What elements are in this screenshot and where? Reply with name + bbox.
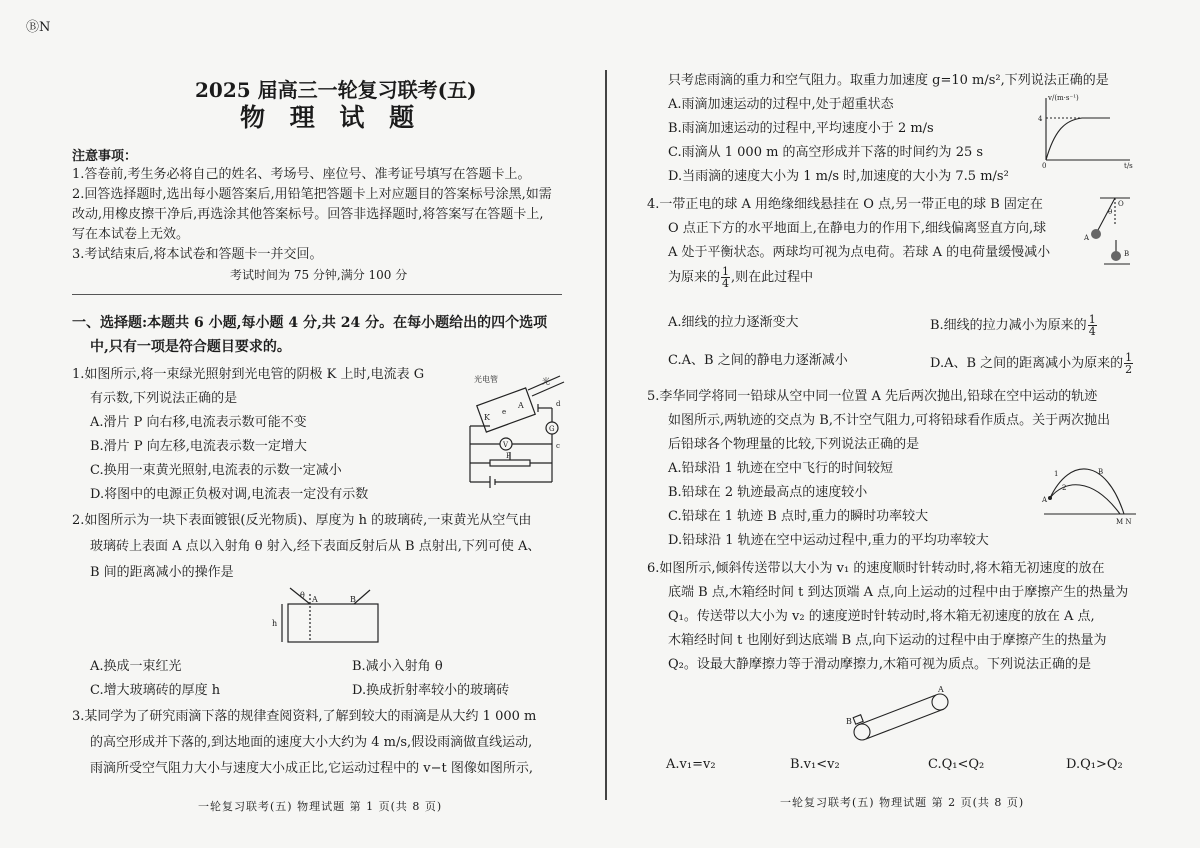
q3-stem: 3.某同学为了研究雨滴下落的规律查阅资料,了解到较大的雨滴是从大约 1 000 m xyxy=(72,709,537,724)
q3-stem: 的高空形成并下落的,到达地面的速度大小大约为 4 m/s,假设雨滴做直线运动, xyxy=(90,735,533,750)
fraction xyxy=(1088,314,1097,337)
fraction-den: 4 xyxy=(1088,325,1096,338)
theta-label: θ xyxy=(300,591,305,600)
q6-option: C.Q₁<Q₂ xyxy=(928,757,985,772)
q4-option-text: D.A、B 之间的距离减小为原来的 xyxy=(930,356,1124,371)
h-label: h xyxy=(272,619,278,628)
q1-stem: 有示数,下列说法正确的是 xyxy=(90,391,238,406)
q6-conveyor-figure xyxy=(844,686,964,746)
a-label: A xyxy=(518,401,524,410)
graph-ylabel: v/(m·s⁻¹) xyxy=(1048,94,1079,102)
a-label: A xyxy=(938,685,944,694)
q6-option: A.v₁=v₂ xyxy=(666,757,716,772)
q5-trajectory-figure xyxy=(1040,462,1140,528)
notice-line: 3.考试结束后,将本试卷和答题卡一并交回。 xyxy=(72,247,323,262)
q5-stem: 后铅球各个物理量的比较,下列说法正确的是 xyxy=(668,437,920,452)
q3-option: A.雨滴加速运动的过程中,处于超重状态 xyxy=(668,97,894,112)
graph-origin: 0 xyxy=(1042,162,1047,170)
q2-option: D.换成折射率较小的玻璃砖 xyxy=(352,683,510,698)
page-divider xyxy=(605,70,607,800)
q6-stem: 底端 B 点,木箱经时间 t 到达顶端 A 点,向上运动的过程中由于摩擦产生的热量为 xyxy=(668,585,1129,600)
header-rule xyxy=(72,294,562,295)
fraction-num: 1 xyxy=(1125,351,1133,364)
fraction xyxy=(721,266,730,289)
fraction xyxy=(1124,352,1133,375)
q4-text: ,则在此过程中 xyxy=(731,270,814,285)
q3-stem-cont: 只考虑雨滴的重力和空气阻力。取重力加速度 g=10 m/s²,下列说法正确的是 xyxy=(668,73,1109,88)
b-label: B xyxy=(1124,250,1130,258)
c-label: c xyxy=(556,442,560,450)
e-label: e xyxy=(502,408,507,416)
exam-time: 考试时间为 75 分钟,满分 100 分 xyxy=(230,268,408,282)
fraction-num: 1 xyxy=(722,265,730,278)
q4-charge-figure xyxy=(1080,194,1140,274)
exam-title: 2025 届高三一轮复习联考(五) xyxy=(195,78,477,102)
q1-option: A.滑片 P 向右移,电流表示数可能不变 xyxy=(90,415,307,430)
v-label: V xyxy=(503,441,509,449)
fraction-num: 1 xyxy=(1088,313,1096,326)
q2-option: A.换成一束红光 xyxy=(90,659,182,674)
q3-vt-graph xyxy=(1030,92,1134,168)
q2-stem: B 间的距离减小的操作是 xyxy=(90,565,234,580)
q4-stem: A 处于平衡状态。两球均可视为点电荷。若球 A 的电荷量缓慢减小 xyxy=(668,245,1051,260)
path2-label: 2 xyxy=(1062,484,1067,492)
graph-xlabel: t/s xyxy=(1124,162,1133,170)
graph-y-tick: 4 xyxy=(1038,115,1043,123)
section-heading-cont: 中,只有一项是符合题目要求的。 xyxy=(90,339,291,355)
q1-option: D.将图中的电源正负极对调,电流表一定没有示数 xyxy=(90,487,369,502)
notice-line: 写在本试卷上无效。 xyxy=(72,227,190,242)
q1-option: C.换用一束黄光照射,电流表的示数一定减小 xyxy=(90,463,342,478)
q4-option xyxy=(930,352,1134,375)
q2-option: C.增大玻璃砖的厚度 h xyxy=(90,683,221,698)
q6-stem: 木箱经时间 t 也刚好到达底端 B 点,向下运动的过程中由于摩擦产生的热量为 xyxy=(668,633,1107,648)
notice-line: 2.回答选择题时,选出每小题答案后,用铅笔把答题卡上对应题目的答案标号涂黑,如需 xyxy=(72,187,552,202)
a-label: A xyxy=(1084,234,1090,242)
q1-circuit-figure xyxy=(460,372,570,497)
notice-heading: 注意事项： xyxy=(72,149,138,164)
q3-option: D.当雨滴的速度大小为 1 m/s 时,加速度的大小为 7.5 m/s² xyxy=(668,169,1009,184)
q5-option: C.铅球在 1 轨迹 B 点时,重力的瞬时功率较大 xyxy=(668,509,929,524)
q2-option: B.减小入射角 θ xyxy=(352,659,443,674)
corner-mark: ⒷN xyxy=(26,20,51,35)
section-heading: 一、选择题:本题共 6 小题,每小题 4 分,共 24 分。在每小题给出的四个选项 xyxy=(72,315,548,331)
notice-line: 1.答卷前,考生务必将自己的姓名、考场号、座位号、准考证号填写在答题卡上。 xyxy=(72,167,531,182)
q2-glass-figure xyxy=(270,586,390,646)
q5-option: D.铅球沿 1 轨迹在空中运动过程中,重力的平均功率较大 xyxy=(668,533,989,548)
q6-option: B.v₁<v₂ xyxy=(790,757,840,772)
q5-option: B.铅球在 2 轨迹最高点的速度较小 xyxy=(668,485,868,500)
q1-stem: 1.如图所示,将一束绿光照射到光电管的阴极 K 上时,电流表 G xyxy=(72,367,425,382)
q4-option xyxy=(930,314,1098,337)
o-label: O xyxy=(1118,200,1124,208)
q4-stem: O 点正下方的水平地面上,在静电力的作用下,细线偏离竖直方向,球 xyxy=(668,221,1047,236)
q4-option-text: B.细线的拉力减小为原来的 xyxy=(930,318,1087,333)
a-label: A xyxy=(312,595,318,604)
page-footer: 一轮复习联考(五) 物理试题 第 2 页(共 8 页) xyxy=(780,796,1025,809)
q6-stem: 6.如图所示,倾斜传送带以大小为 v₁ 的速度顺时针转动时,将木箱无初速度的放在 xyxy=(647,561,1105,576)
k-label: K xyxy=(484,413,490,422)
b-label: B xyxy=(1098,468,1104,476)
tube-label: 光电管 xyxy=(474,375,498,384)
q5-option: A.铅球沿 1 轨迹在空中飞行的时间较短 xyxy=(668,461,894,476)
d-label: d xyxy=(556,400,561,408)
q4-stem-last xyxy=(668,266,813,289)
a-label: A xyxy=(1042,496,1048,504)
q4-option: A.细线的拉力逐渐变大 xyxy=(668,315,799,330)
q6-option: D.Q₁>Q₂ xyxy=(1066,757,1123,772)
q3-option: C.雨滴从 1 000 m 的高空形成并下落的时间约为 25 s xyxy=(668,145,984,160)
q4-text: 为原来的 xyxy=(668,270,721,285)
page-footer: 一轮复习联考(五) 物理试题 第 1 页(共 8 页) xyxy=(198,800,443,813)
q5-stem: 5.李华同学将同一铅球从空中同一位置 A 先后两次抛出,铅球在空中运动的轨迹 xyxy=(647,389,1098,404)
fraction-den: 4 xyxy=(722,277,730,290)
g-label: G xyxy=(549,425,555,433)
light-label: 光 xyxy=(542,377,550,386)
p-label: P xyxy=(506,452,511,460)
q4-option: C.A、B 之间的静电力逐渐减小 xyxy=(668,353,848,368)
notice-line: 改动,用橡皮擦干净后,再选涂其他答案标号。回答非选择题时,将答案写在答题卡上, xyxy=(72,207,544,222)
q4-stem: 4.一带正电的球 A 用绝缘细线悬挂在 O 点,另一带正电的球 B 固定在 xyxy=(647,197,1043,212)
mn-label: M N xyxy=(1116,518,1132,526)
path1-label: 1 xyxy=(1054,470,1059,478)
q2-stem: 2.如图所示为一块下表面镀银(反光物质)、厚度为 h 的玻璃砖,一束黄光从空气由 xyxy=(72,513,532,528)
b-label: B xyxy=(350,595,356,604)
fraction-den: 2 xyxy=(1125,363,1133,376)
q3-stem: 雨滴所受空气阻力大小与速度大小成正比,它运动过程中的 v−t 图像如图所示, xyxy=(90,761,533,776)
q6-stem: Q₂。设最大静摩擦力等于滑动摩擦力,木箱可视为质点。下列说法正确的是 xyxy=(668,657,1092,672)
b-label: B xyxy=(846,717,852,726)
q6-stem: Q₁。传送带以大小为 v₂ 的速度逆时针转动时,将木箱无初速度的放在 A 点, xyxy=(668,609,1095,624)
theta-label: θ xyxy=(1108,208,1113,216)
q2-stem: 玻璃砖上表面 A 点以入射角 θ 射入,经下表面反射后从 B 点射出,下列可使 A、 xyxy=(90,539,541,554)
q5-stem: 如图所示,两轨迹的交点为 B,不计空气阻力,可将铅球看作质点。关于两次抛出 xyxy=(668,413,1111,428)
q3-option: B.雨滴加速运动的过程中,平均速度小于 2 m/s xyxy=(668,121,934,136)
q1-option: B.滑片 P 向左移,电流表示数一定增大 xyxy=(90,439,307,454)
subject-title: 物 理 试 题 xyxy=(240,103,423,132)
